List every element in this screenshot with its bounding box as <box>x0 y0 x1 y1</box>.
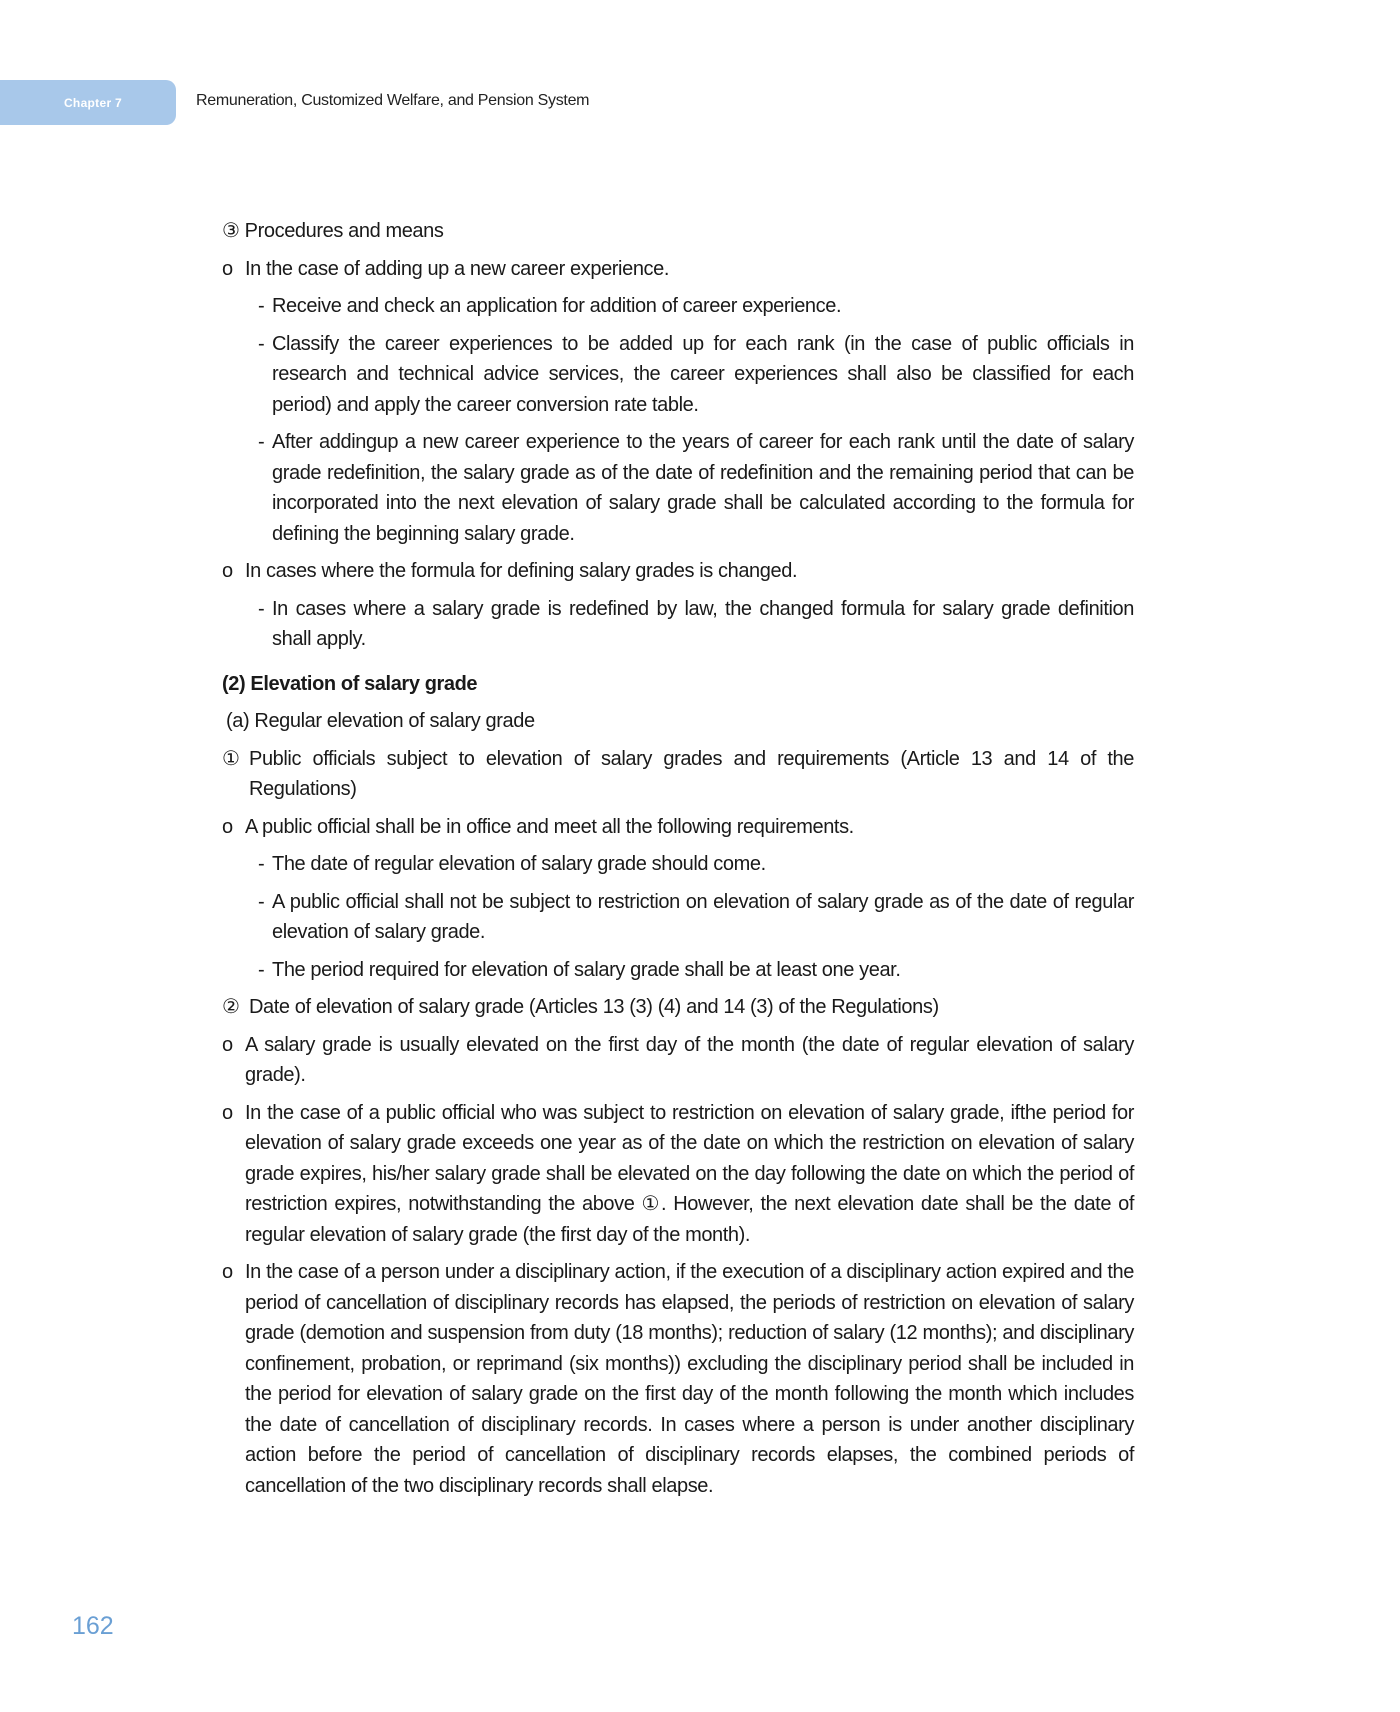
circled-marker: ① <box>222 747 240 770</box>
dash-item <box>222 955 1134 986</box>
bullet-marker: o <box>222 1101 233 1124</box>
chapter-label: Chapter 7 <box>63 95 123 110</box>
bullet-marker: o <box>222 815 233 838</box>
dash-item <box>222 594 1134 655</box>
bullet-marker: o <box>222 1261 233 1283</box>
dash-item <box>222 427 1134 549</box>
bullet-marker: o <box>222 560 233 582</box>
dash-text: The date of regular elevation of salary grade should come. <box>272 853 766 875</box>
bullet-item <box>222 254 1134 285</box>
dash-marker: - <box>258 332 265 355</box>
section-2-title: (2) Elevation of salary grade <box>222 672 478 695</box>
chapter-title: Remuneration, Customized Welfare, and Pension System <box>196 92 590 109</box>
bullet-marker: o <box>222 257 233 280</box>
circled-text: Public officials subject to elevation of salary grades and requirements (Article 13 and 14 of the Regulations) <box>249 747 1134 800</box>
dash-marker: - <box>258 958 265 981</box>
bullet-text: In cases where the formula for defining salary grades is changed. <box>245 560 798 582</box>
circled-item <box>222 744 1134 805</box>
circled-marker: ② <box>222 996 240 1018</box>
bullet-text: In the case of adding up a new career experience. <box>245 257 670 280</box>
dash-text: In cases where a salary grade is redefined by law, the changed formula for salary grade definition shall apply. <box>272 597 1134 650</box>
dash-marker: - <box>258 853 265 875</box>
bullet-item <box>222 812 1134 843</box>
dash-item <box>222 887 1134 948</box>
circled-text: Date of elevation of salary grade (Articles 13 (3) (4) and 14 (3) of the Regulations) <box>249 996 939 1018</box>
subsection-a-heading: (a) Regular elevation of salary grade <box>226 710 535 732</box>
dash-marker: - <box>258 431 265 453</box>
bullet-item <box>222 1098 1134 1251</box>
chapter-tab <box>0 80 176 125</box>
dash-text: Receive and check an application for addition of career experience. <box>272 295 842 317</box>
bullet-text: In the case of a person under a disciplinary action, if the execution of a disciplinary action expired and the period of cancellation of disciplinary records has elapsed, the periods of restriction on elevation of salary grade (demotion and suspension from duty (18 months); reduction of salary (12 months); and disciplinary confinement, probation, or reprimand (six months)) excluding the disciplinary period shall be included in the period for elevation of salary grade on the first day of the month following the month which includes the date of cancellation of disciplinary records. In cases where a person is under another disciplinary action before the period of cancellation of disciplinary records elapses, the combined periods of cancellation of the two disciplinary records shall elapse. <box>245 1261 1134 1497</box>
dash-marker: - <box>258 890 265 913</box>
dash-item <box>222 329 1134 421</box>
circled-item <box>222 992 1134 1023</box>
page-number: 162 <box>72 1612 114 1640</box>
page-content <box>222 216 1134 1501</box>
dash-text: After addingup a new career experience to the years of career for each rank until the date of salary grade redefinition, the salary grade as of the date of redefinition and the remaining period that can be incorporated into the next elevation of salary grade shall be calculated according to the formula for defining the beginning salary grade. <box>272 431 1134 545</box>
bullet-item <box>222 556 1134 587</box>
bullet-text: A salary grade is usually elevated on the first day of the month (the date of regular elevation of salary grade). <box>245 1033 1134 1086</box>
bullet-marker: o <box>222 1033 233 1056</box>
bullet-text: In the case of a public official who was subject to restriction on elevation of salary grade, ifthe period for elevation of salary grade exceeds one year as of the date on which the restriction on elevation of salary grade expires, his/her salary grade shall be elevated on the day following the date on which the period of restriction expires, notwithstanding the above ①. However, the next elevation date shall be the date of regular elevation of salary grade (the first day of the month). <box>245 1101 1134 1246</box>
dash-text: A public official shall not be subject to restriction on elevation of salary grade as of the date of regular elevation of salary grade. <box>272 890 1134 943</box>
bullet-item <box>222 1257 1134 1501</box>
dash-marker: - <box>258 597 265 620</box>
dash-text: The period required for elevation of salary grade shall be at least one year. <box>272 958 901 981</box>
section-3-heading: ③ Procedures and means <box>222 220 444 242</box>
dash-item <box>222 849 1134 880</box>
dash-marker: - <box>258 295 265 317</box>
bullet-text: A public official shall be in office and meet all the following requirements. <box>245 815 854 838</box>
dash-text: Classify the career experiences to be added up for each rank (in the case of public officials in research and technical advice services, the career experiences shall also be classified for each period) and apply the career conversion rate table. <box>272 332 1134 416</box>
dash-item <box>222 291 1134 322</box>
bullet-item <box>222 1030 1134 1091</box>
